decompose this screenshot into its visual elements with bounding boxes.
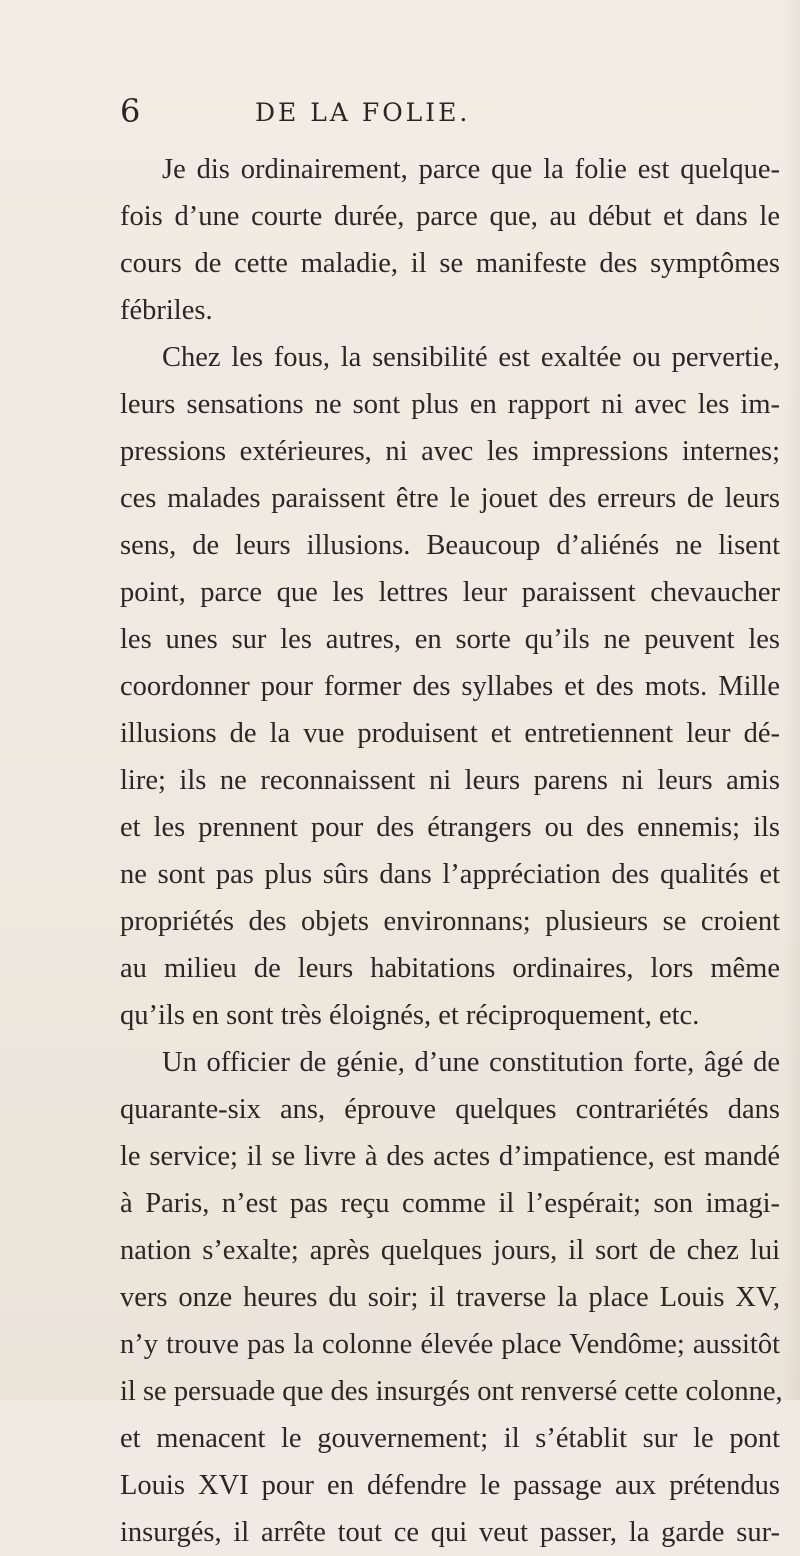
text-line: Chez les fous, la sensibilité est exaltée ou pervertie, xyxy=(162,342,780,373)
text-line: cours de cette maladie, il se manifeste des symptômes xyxy=(120,248,780,279)
page-edge-shadow xyxy=(784,0,800,1400)
text-line: et les prennent pour des étrangers ou des ennemis; ils xyxy=(120,812,780,843)
text-line: et menacent le gouvernement; il s’établit sur le pont xyxy=(120,1423,780,1454)
text-line: Louis XVI pour en défendre le passage aux prétendus xyxy=(120,1470,780,1501)
text-line: ne sont pas plus sûrs dans l’appréciation des qualités et xyxy=(120,859,780,890)
text-line: à Paris, n’est pas reçu comme il l’espérait; son imagi- xyxy=(120,1188,780,1219)
text-line: il se persuade que des insurgés ont renversé cette colonne, xyxy=(120,1376,783,1407)
text-line: nation s’exalte; après quelques jours, il sort de chez lui xyxy=(120,1235,780,1266)
text-line: qu’ils en sont très éloignés, et réciproquement, etc. xyxy=(120,1000,700,1031)
text-line: insurgés, il arrête tout ce qui veut passer, la garde sur- xyxy=(120,1517,780,1548)
text-line: fois d’une courte durée, parce que, au début et dans le xyxy=(120,201,780,232)
text-line: pressions extérieures, ni avec les impressions internes; xyxy=(120,436,780,467)
text-line: illusions de la vue produisent et entretiennent leur dé- xyxy=(120,718,780,749)
text-line: point, parce que les lettres leur paraissent chevaucher xyxy=(120,577,780,608)
text-line: ces malades paraissent être le jouet des erreurs de leurs xyxy=(120,483,780,514)
text-line: propriétés des objets environnans; plusieurs se croient xyxy=(120,906,780,937)
text-line: Je dis ordinairement, parce que la folie est quelque- xyxy=(162,154,780,185)
body-text xyxy=(120,146,783,1556)
text-line: leurs sensations ne sont plus en rapport ni avec les im- xyxy=(120,389,780,420)
text-line: vers onze heures du soir; il traverse la place Louis XV, xyxy=(120,1282,780,1313)
text-line: lire; ils ne reconnaissent ni leurs parens ni leurs amis xyxy=(120,765,780,796)
page-header xyxy=(0,92,800,132)
text-line: n’y trouve pas la colonne élevée place Vendôme; aussitôt xyxy=(120,1329,780,1360)
text-line: au milieu de leurs habitations ordinaires, lors même xyxy=(120,953,780,984)
text-line: sens, de leurs illusions. Beaucoup d’aliénés ne lisent xyxy=(120,530,780,561)
text-line: le service; il se livre à des actes d’impatience, est mandé xyxy=(120,1141,780,1172)
text-line: les unes sur les autres, en sorte qu’ils ne peuvent les xyxy=(120,624,780,655)
text-line: Un officier de génie, d’une constitution forte, âgé de xyxy=(162,1047,780,1078)
text-line: fébriles. xyxy=(120,295,213,326)
page-number: 6 xyxy=(120,92,141,130)
running-head: DE LA FOLIE. xyxy=(255,98,471,127)
text-line: coordonner pour former des syllabes et des mots. Mille xyxy=(120,671,780,702)
text-line: quarante-six ans, éprouve quelques contrariétés dans xyxy=(120,1094,780,1125)
